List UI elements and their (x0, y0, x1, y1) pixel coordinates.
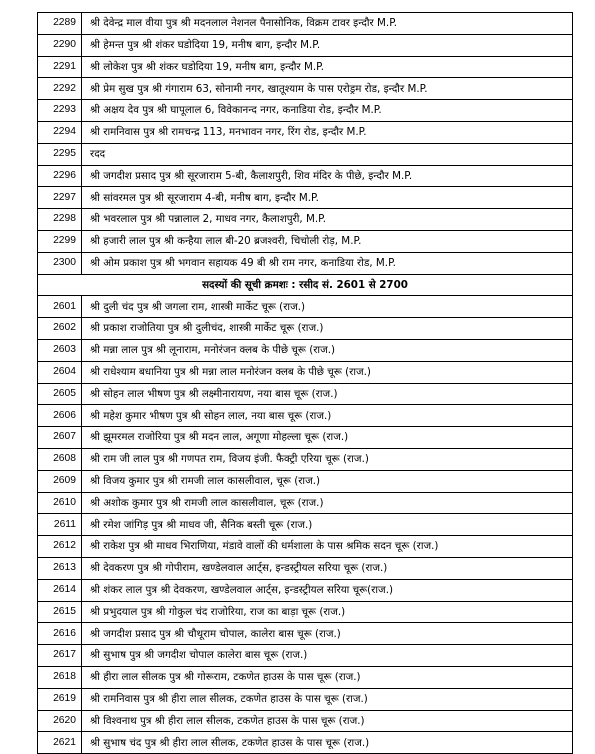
member-details: श्री प्रेम सुख पुत्र श्री गंगाराम 63, सोनामी नगर, खातूश्याम के पास एरोड्रम रोड, इन्दौर M.P. (82, 78, 573, 100)
table-row (38, 383, 573, 405)
table-row (38, 209, 573, 231)
section-header-row (38, 274, 573, 296)
member-details: श्री शंकर लाल पुत्र श्री देवकरण, खण्डेलवाल आर्ट्स, इन्डस्ट्रीयल सरिया चूरू(राज.) (82, 579, 573, 601)
member-details: श्री प्रभुदयाल पुत्र श्री गोकुल चंद राजोरिया, राज का बाड़ा चूरू (राज.) (82, 601, 573, 623)
receipt-number: 2616 (38, 623, 82, 645)
table-row (38, 78, 573, 100)
receipt-number: 2292 (38, 78, 82, 100)
receipt-number: 2291 (38, 56, 82, 78)
table-row (38, 121, 573, 143)
table-row (38, 56, 573, 78)
receipt-number: 2613 (38, 557, 82, 579)
table-row (38, 666, 573, 688)
table-row (38, 296, 573, 318)
receipt-number: 2601 (38, 296, 82, 318)
member-details: श्री सांवरमल पुत्र श्री सूरजाराम 4-बी, मनीष बाग, इन्दौर M.P. (82, 187, 573, 209)
member-details: श्री रामनिवास पुत्र श्री रामचन्द्र 113, मनभावन नगर, रिंग रोड, इन्दौर M.P. (82, 121, 573, 143)
member-details: श्री प्रकाश राजोतिया पुत्र श्री दुलीचंद, शास्त्री मार्केट चूरू (राज.) (82, 318, 573, 340)
section-header-group (38, 274, 573, 296)
receipt-number: 2299 (38, 230, 82, 252)
table-row (38, 557, 573, 579)
table-row (38, 361, 573, 383)
member-details: श्री झूमरमल राजोरिया पुत्र श्री मदन लाल, अगूणा मोहल्ला चूरू (राज.) (82, 427, 573, 449)
receipt-number: 2294 (38, 121, 82, 143)
table-row (38, 536, 573, 558)
member-list-table (37, 12, 573, 754)
table-row (38, 405, 573, 427)
receipt-number: 2607 (38, 427, 82, 449)
member-details: श्री मन्ना लाल पुत्र श्री लूनाराम, मनोरंजन क्लब के पीछे चूरू (राज.) (82, 339, 573, 361)
table-row (38, 514, 573, 536)
receipt-number: 2621 (38, 732, 82, 754)
table-row (38, 732, 573, 754)
table-row (38, 601, 573, 623)
table-row (38, 165, 573, 187)
receipt-number: 2605 (38, 383, 82, 405)
receipt-number: 2290 (38, 34, 82, 56)
member-details: श्री देवकरण पुत्र श्री गोपीराम, खण्डेलवाल आर्ट्स, इन्डस्ट्रीयल सरिया चूरू (राज.) (82, 557, 573, 579)
member-details: श्री ओम प्रकाश पुत्र श्री भगवान सहायक 49 बी श्री राम नगर, कनाडिया रोड, M.P. (82, 252, 573, 274)
table-row (38, 339, 573, 361)
receipt-number: 2617 (38, 645, 82, 667)
receipt-number: 2610 (38, 492, 82, 514)
member-details: श्री भवरलाल पुत्र श्री पन्नालाल 2, माधव नगर, कैलाशपुरी, M.P. (82, 209, 573, 231)
table-row (38, 645, 573, 667)
table-row (38, 623, 573, 645)
member-details: श्री देवेन्द्र माल वीया पुत्र श्री मदनलाल नेशनल पैनासोनिक, विक्रम टावर इन्दौर M.P. (82, 13, 573, 35)
receipt-number: 2289 (38, 13, 82, 35)
member-details: श्री सुभाष पुत्र श्री जगदीश चोपाल कालेरा बास चूरू (राज.) (82, 645, 573, 667)
table-row (38, 688, 573, 710)
receipt-number: 2603 (38, 339, 82, 361)
table-row (38, 230, 573, 252)
table-row (38, 579, 573, 601)
member-details: श्री सुभाष चंद पुत्र श्री हीरा लाल सीलक, टकणेत हाउस के पास चूरू (राज.) (82, 732, 573, 754)
member-details: श्री रमेश जांगिड़ पुत्र श्री माधव जी, सैनिक बस्ती चूरू (राज.) (82, 514, 573, 536)
receipt-number: 2604 (38, 361, 82, 383)
receipt-number: 2300 (38, 252, 82, 274)
member-details: श्री अशोक कुमार पुत्र श्री रामजी लाल कासलीवाल, चूरू (राज.) (82, 492, 573, 514)
member-details: श्री अक्षय देव पुत्र श्री घापूलाल 6, विवेकानन्द नगर, कनाडिया रोड, इन्दौर M.P. (82, 100, 573, 122)
member-details: श्री राधेश्याम बधानिया पुत्र श्री मन्ना लाल मनोरंजन क्लब के पीछे चूरू (राज.) (82, 361, 573, 383)
receipt-number: 2297 (38, 187, 82, 209)
member-rows-top (38, 13, 573, 275)
member-details: श्री विजय कुमार पुत्र श्री रामजी लाल कासलीवाल, चूरू (राज.) (82, 470, 573, 492)
receipt-number: 2296 (38, 165, 82, 187)
receipt-number: 2298 (38, 209, 82, 231)
table-row (38, 143, 573, 165)
receipt-number: 2295 (38, 143, 82, 165)
member-rows-bottom (38, 296, 573, 754)
receipt-number: 2614 (38, 579, 82, 601)
receipt-number: 2615 (38, 601, 82, 623)
table-row (38, 427, 573, 449)
table-row (38, 34, 573, 56)
table-row (38, 710, 573, 732)
member-details: श्री विश्वनाथ पुत्र श्री हीरा लाल सीलक, टकणेत हाउस के पास चूरू (राज.) (82, 710, 573, 732)
receipt-number: 2606 (38, 405, 82, 427)
member-details: श्री लोकेश पुत्र श्री शंकर घडोदिया 19, मनीष बाग, इन्दौर M.P. (82, 56, 573, 78)
member-details: रदद (82, 143, 573, 165)
receipt-number: 2602 (38, 318, 82, 340)
member-details: श्री राकेश पुत्र श्री माधव भिराणिया, मंडावे वालों की धर्मशाला के पास श्रमिक सदन चूरू (राज.) (82, 536, 573, 558)
member-details: श्री हजारी लाल पुत्र श्री कन्हैया लाल बी-20 ब्रजश्वरी, चिचोली रोड़, M.P. (82, 230, 573, 252)
member-details: श्री महेश कुमार भीषण पुत्र श्री सोहन लाल, नया बास चूरू (राज.) (82, 405, 573, 427)
receipt-number: 2619 (38, 688, 82, 710)
table-row (38, 100, 573, 122)
member-details: श्री राम जी लाल पुत्र श्री गणपत राम, विजय इंजी. फैक्ट्री एरिया चूरू (राज.) (82, 448, 573, 470)
table-row (38, 252, 573, 274)
table-row (38, 13, 573, 35)
member-details: श्री जगदीश प्रसाद पुत्र श्री सूरजाराम 5-बी, कैलाशपुरी, शिव मंदिर के पीछे, इन्दौर M.P. (82, 165, 573, 187)
table-row (38, 448, 573, 470)
table-row (38, 492, 573, 514)
member-details: श्री दुली चंद पुत्र श्री जगला राम, शास्त्री मार्केट चूरू (राज.) (82, 296, 573, 318)
receipt-number: 2609 (38, 470, 82, 492)
receipt-number: 2608 (38, 448, 82, 470)
member-details: श्री हेमन्त पुत्र श्री शंकर घडोदिया 19, मनीष बाग, इन्दौर M.P. (82, 34, 573, 56)
table-row (38, 187, 573, 209)
receipt-number: 2620 (38, 710, 82, 732)
member-details: श्री जगदीश प्रसाद पुत्र श्री चौथूराम चोपाल, कालेरा बास चूरू (राज.) (82, 623, 573, 645)
member-details: श्री हीरा लाल सीलक पुत्र श्री गोरूराम, टकणेत हाउस के पास चूरू (राज.) (82, 666, 573, 688)
member-details: श्री सोहन लाल भीषण पुत्र श्री लक्ष्मीनारायण, नया बास चूरू (राज.) (82, 383, 573, 405)
table-row (38, 318, 573, 340)
member-details: श्री रामनिवास पुत्र श्री हीरा लाल सीलक, टकणेत हाउस के पास चूरू (राज.) (82, 688, 573, 710)
receipt-number: 2618 (38, 666, 82, 688)
receipt-number: 2611 (38, 514, 82, 536)
receipt-number: 2293 (38, 100, 82, 122)
section-header: सदस्यों की सूची क्रमशः : रसीद सं. 2601 से 2700 (38, 274, 573, 296)
table-row (38, 470, 573, 492)
receipt-number: 2612 (38, 536, 82, 558)
